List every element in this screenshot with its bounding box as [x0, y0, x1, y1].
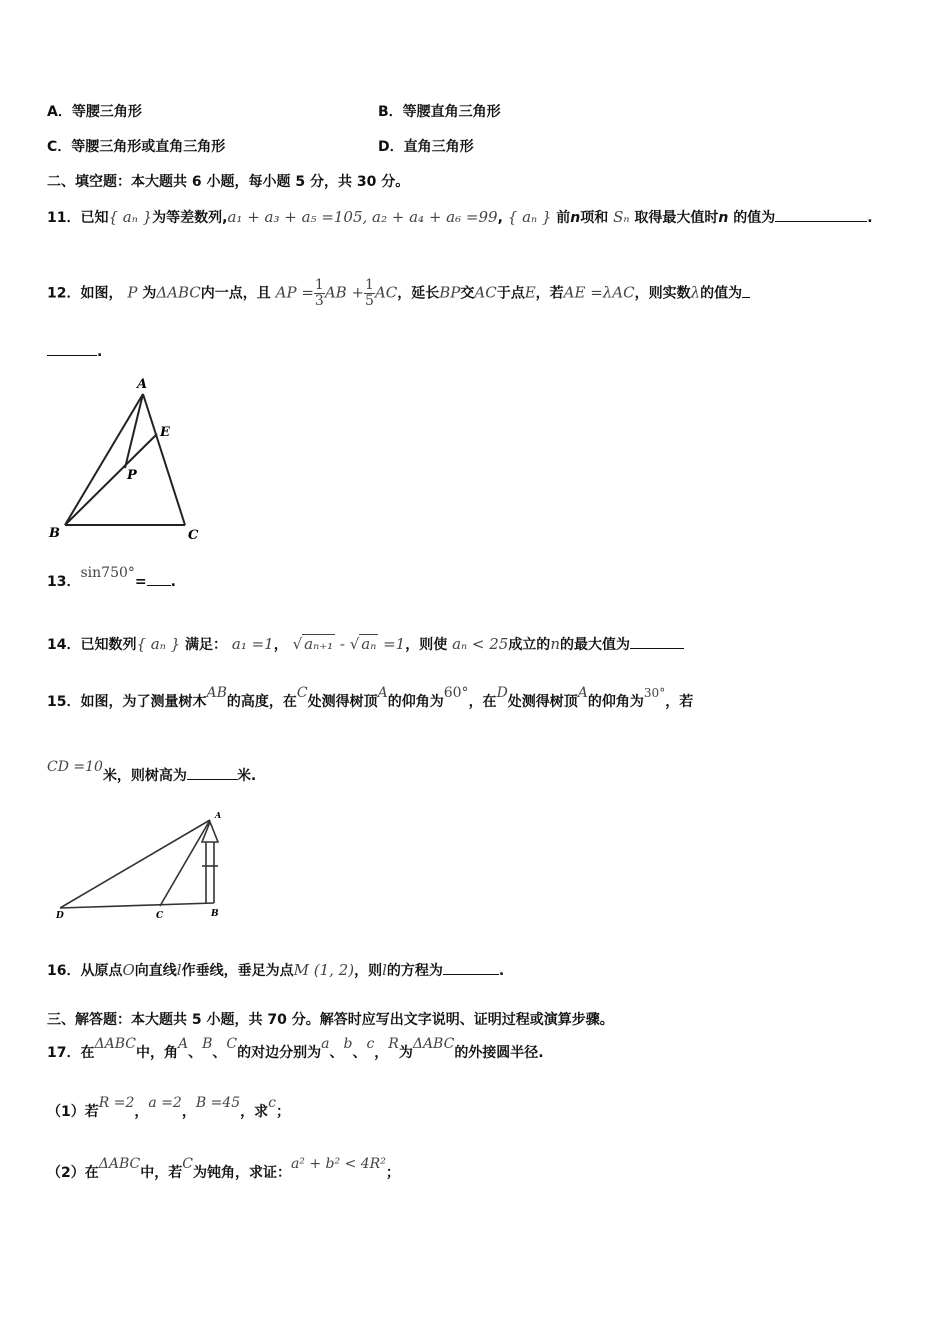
- question-17-part-2: （2）在ΔABC中，若C为钝角，求证：a² + b² < 4R²；: [47, 1156, 400, 1181]
- answer-blank: [630, 636, 684, 649]
- question-14: 14．已知数列{ aₙ } 满足： a₁ =1， √ aₙ₊₁ - √ aₙ =1，则使 aₙ < 25成立的n的最大值为: [47, 634, 684, 655]
- answer-blank: [147, 573, 171, 586]
- sightline-d: [60, 820, 210, 908]
- question-11: 11．已知{ aₙ }为等差数列,a₁ + a₃ + a₅ =105, a₂ + a₄ + a₆ =99, { aₙ } 前n项和 Sₙ 取得最大值时n 的值为 .: [47, 208, 873, 226]
- question-15-continued: CD =10米，则树高为 米.: [47, 759, 257, 784]
- sightline-c: [160, 820, 210, 906]
- answer-blank: [443, 962, 499, 975]
- fraction-1-5: $\frac{1}{5}$: [365, 277, 374, 309]
- option-c: C．等腰三角形或直角三角形: [47, 139, 226, 155]
- tree-crown: [202, 822, 218, 842]
- option-b: B．等腰直角三角形: [378, 104, 501, 120]
- label-b: B: [49, 526, 60, 541]
- label-a: A: [137, 377, 148, 392]
- tree-figure: [50, 808, 230, 920]
- answer-blank: [47, 343, 97, 356]
- q11-equation: a₁ + a₃ + a₅ =105, a₂ + a₄ + a₆ =99: [227, 208, 498, 226]
- fraction-1-3: $\frac{1}{3}$: [314, 277, 324, 309]
- answer-blank: [187, 767, 237, 780]
- triangle-figure: [45, 372, 215, 547]
- question-13: 13．sin750°= .: [47, 565, 176, 590]
- label-e: E: [160, 425, 170, 440]
- seq-an: { aₙ }: [108, 208, 153, 226]
- question-17: 17．在ΔABC中，角A、B、C的对边分别为a、b、c，R为ΔABC的外接圆半径.: [47, 1036, 544, 1061]
- question-17-part-1: （1）若R =2，a =2，B =45，求c；: [47, 1095, 290, 1120]
- question-12-continued: .: [47, 342, 102, 362]
- label-d: D: [56, 911, 64, 920]
- label-b: B: [211, 909, 219, 919]
- question-15: 15．如图，为了测量树木AB的高度，在C处测得树顶A的仰角为60°，在D处测得树顶A的仰角为30°，若: [47, 685, 694, 710]
- label-a: A: [215, 810, 222, 820]
- question-16: 16．从原点O向直线l作垂线，垂足为点M (1, 2)，则l的方程为 .: [47, 961, 505, 979]
- question-12: 12．如图， P 为ΔABC内一点，且 AP = $\frac{1}{3}$ AB + $\frac{1}{5}$ AC，延长BP交AC于点E，若AE =λAC，则实数λ的值为: [47, 278, 750, 309]
- label-c: C: [156, 911, 164, 920]
- edge-ac: [143, 394, 185, 525]
- label-c: C: [188, 528, 199, 543]
- section-2-heading: 二、填空题：本大题共 6 小题，每小题 5 分，共 30 分。: [47, 174, 410, 190]
- answer-blank: [775, 209, 867, 222]
- option-d: D．直角三角形: [378, 139, 474, 155]
- sin-expression: sin750°: [80, 565, 135, 581]
- label-p: P: [127, 468, 137, 483]
- option-a: A．等腰三角形: [47, 104, 142, 120]
- ground-line: [60, 903, 214, 908]
- section-3-heading: 三、解答题：本大题共 5 小题，共 70 分。解答时应写出文字说明、证明过程或演算步骤。: [47, 1012, 614, 1028]
